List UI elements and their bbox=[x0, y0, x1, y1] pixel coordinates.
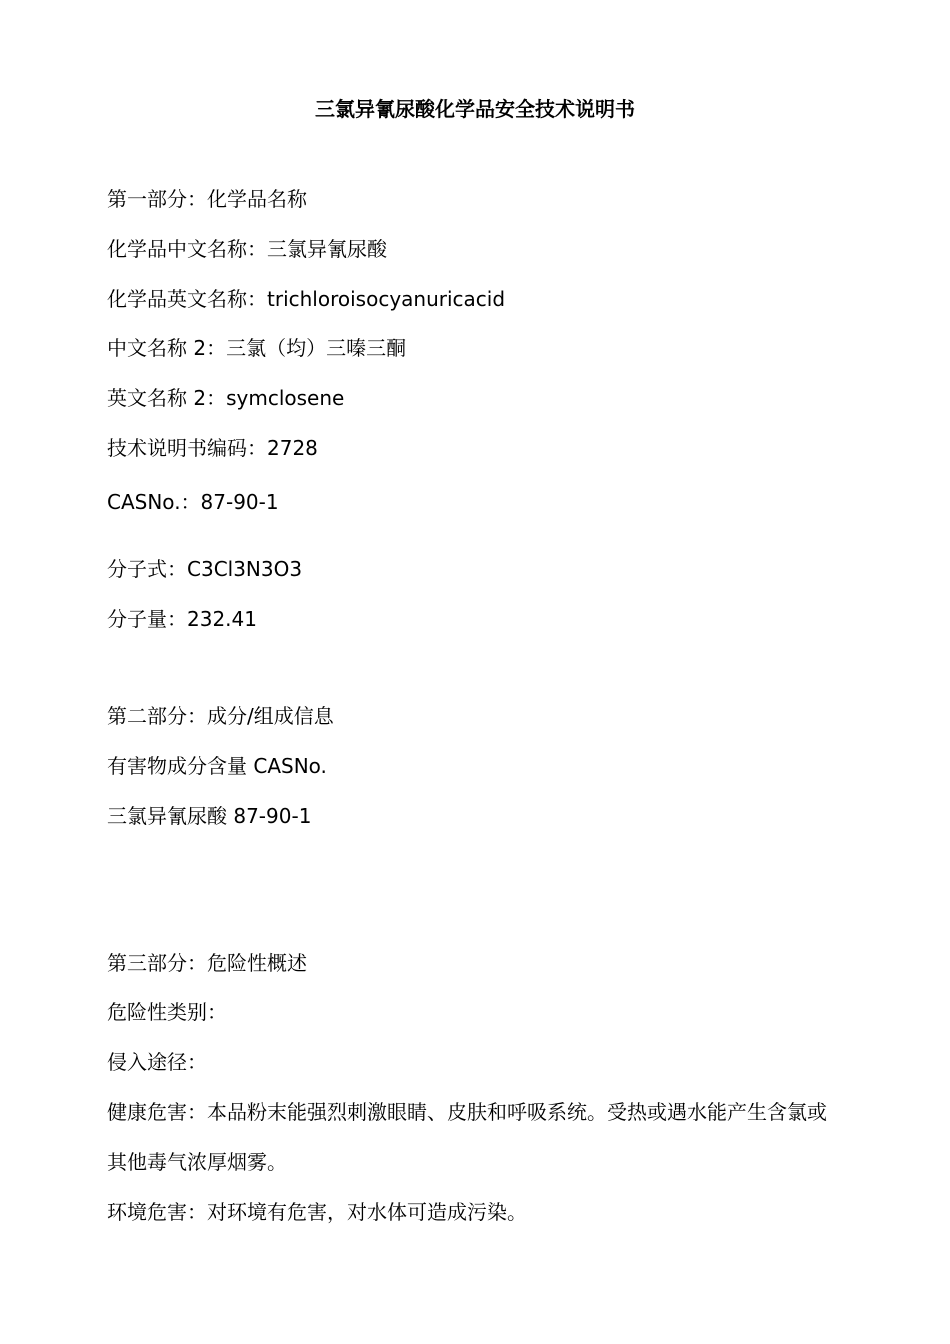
molecular-formula: 分子式：C3Cl3N3O3 bbox=[107, 557, 303, 581]
spec-code: 技术说明书编码：2728 bbox=[107, 436, 318, 460]
document-title: 三氯异氰尿酸化学品安全技术说明书 bbox=[315, 97, 635, 121]
environmental-hazard: 环境危害：对环境有危害，对水体可造成污染。 bbox=[107, 1200, 527, 1224]
english-name-2: 英文名称 2：symclosene bbox=[107, 386, 345, 410]
chemical-chinese-name: 化学品中文名称：三氯异氰尿酸 bbox=[107, 237, 387, 261]
exposure-route: 侵入途径： bbox=[107, 1050, 207, 1074]
health-hazard-line-2: 其他毒气浓厚烟雾。 bbox=[107, 1150, 287, 1174]
chinese-name-2: 中文名称 2：三氯（均）三嗪三酮 bbox=[107, 336, 407, 360]
section3-heading: 第三部分：危险性概述 bbox=[107, 951, 307, 975]
section1-heading: 第一部分：化学品名称 bbox=[107, 187, 307, 211]
chemical-english-name: 化学品英文名称：trichloroisocyanuricacid bbox=[107, 287, 506, 311]
section2-heading: 第二部分：成分/组成信息 bbox=[107, 704, 334, 728]
molecular-weight: 分子量：232.41 bbox=[107, 607, 257, 631]
cas-number: CASNo.：87-90-1 bbox=[107, 490, 279, 514]
composition-header-row: 有害物成分含量 CASNo. bbox=[107, 754, 327, 778]
hazard-category: 危险性类别： bbox=[107, 1000, 227, 1024]
composition-row: 三氯异氰尿酸 87-90-1 bbox=[107, 804, 312, 828]
health-hazard-line-1: 健康危害：本品粉末能强烈刺激眼睛、皮肤和呼吸系统。受热或遇水能产生含氯或 bbox=[107, 1100, 827, 1124]
